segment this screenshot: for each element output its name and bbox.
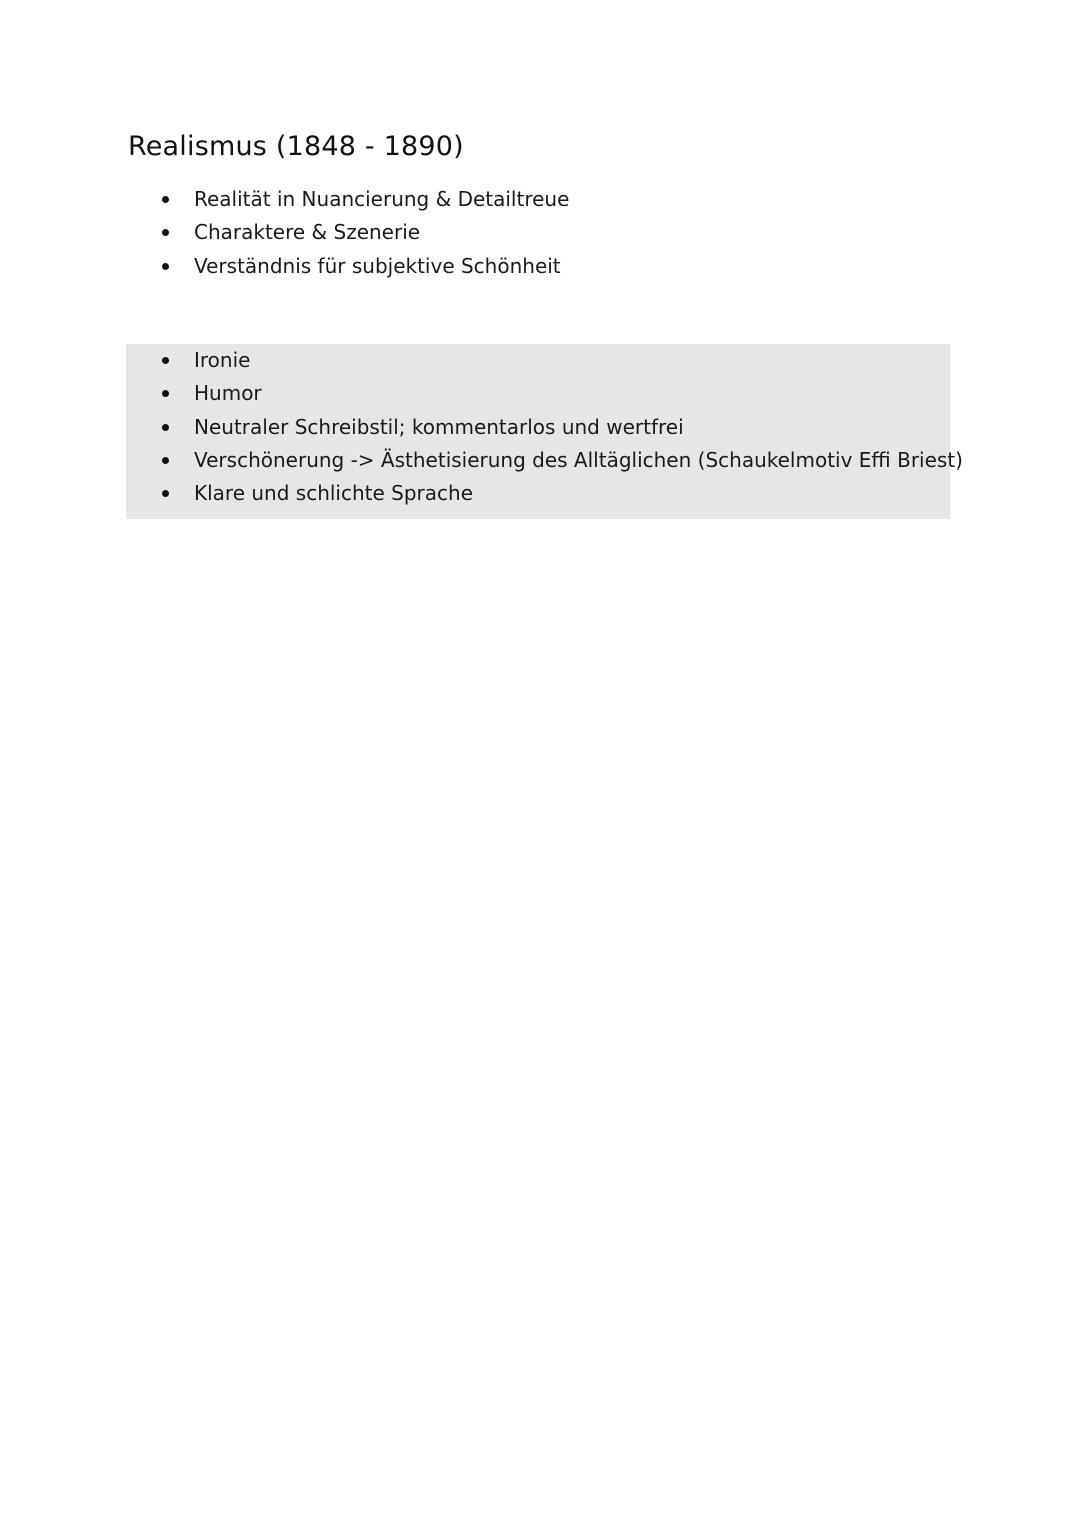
list-item-text: Neutraler Schreibstil; kommentarlos und wertfrei — [194, 414, 684, 439]
list-item-text: Humor — [194, 381, 262, 406]
list-item — [0, 183, 900, 216]
list-item — [0, 411, 960, 444]
bullet-icon — [162, 490, 169, 497]
bullet-icon — [162, 357, 169, 364]
list-item — [0, 477, 960, 510]
list-item — [0, 216, 900, 249]
list-item-text: Verständnis für subjektive Schönheit — [194, 253, 561, 278]
list-item — [0, 344, 960, 377]
list-item — [0, 250, 900, 283]
bullet-icon — [162, 196, 169, 203]
bullet-icon — [162, 263, 169, 270]
page-title: Realismus (1848 - 1890) — [128, 131, 464, 162]
style-features-list — [0, 344, 963, 510]
list-item-text: Realität in Nuancierung & Detailtreue — [194, 187, 570, 211]
list-item-text: Klare und schlichte Sprache — [194, 481, 474, 506]
bullet-icon — [162, 424, 169, 431]
list-item-text: Charaktere & Szenerie — [194, 220, 421, 245]
feature-list — [0, 183, 900, 283]
list-item-text: Verschönerung -> Ästhetisierung des Alltäglichen (Schaukelmotiv Effi Briest) — [194, 447, 963, 472]
bullet-icon — [162, 229, 169, 236]
bullet-icon — [162, 457, 169, 464]
list-item — [0, 377, 960, 410]
list-item — [0, 444, 963, 477]
bullet-icon — [162, 390, 169, 397]
list-item-text: Ironie — [194, 348, 251, 372]
